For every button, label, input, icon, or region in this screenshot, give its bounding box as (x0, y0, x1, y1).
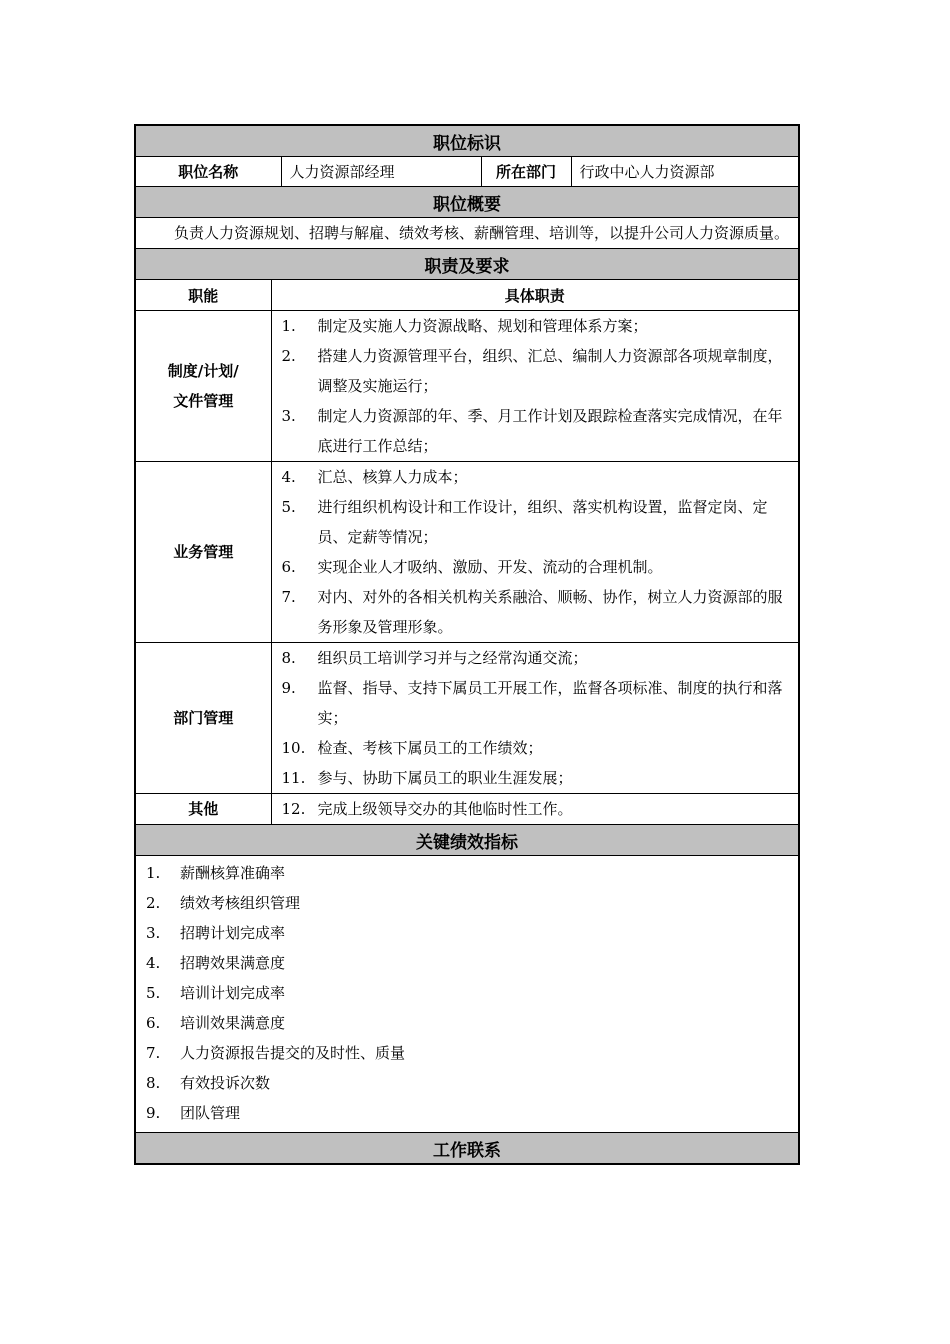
section-header-kpi: 关键绩效指标 (135, 825, 799, 856)
department-value: 行政中心人力资源部 (571, 157, 799, 187)
duty-item (280, 733, 791, 763)
duty-item (280, 492, 791, 552)
kpi-number: 2. (146, 894, 161, 912)
function-label: 部门管理 (173, 709, 234, 727)
duty-group-row (135, 462, 799, 643)
duty-number: 12. (281, 800, 306, 818)
kpi-text: 团队管理 (180, 1104, 241, 1122)
duty-text: 进行组织机构设计和工作设计，组织、落实机构设置，监督定岗、定员、定薪等情况； (317, 498, 768, 546)
job-description-table (134, 124, 800, 1165)
duty-text: 对内、对外的各相关机构关系融洽、顺畅、协作，树立人力资源部的服务形象及管理形象。 (317, 588, 783, 636)
function-label: 制度/计划/ (167, 362, 239, 380)
column-header-detail: 具体职责 (271, 280, 799, 311)
kpi-text: 有效投诉次数 (180, 1074, 271, 1092)
kpi-item (136, 1098, 798, 1128)
duty-list (271, 311, 799, 462)
duty-number: 10. (281, 739, 306, 757)
duty-text: 汇总、核算人力成本； (317, 468, 468, 486)
duty-text: 参与、协助下属员工的职业生涯发展； (317, 769, 573, 787)
duty-item (280, 311, 791, 341)
section-header-relations: 工作联系 (135, 1133, 799, 1165)
overview-text: 负责人力资源规划、招聘与解雇、绩效考核、薪酬管理、培训等，以提升公司人力资源质量。 (135, 218, 799, 249)
duty-number: 8. (281, 649, 296, 667)
duty-item (280, 341, 791, 401)
kpi-list (135, 856, 799, 1133)
duty-list (271, 794, 799, 825)
duty-text: 监督、指导、支持下属员工开展工作，监督各项标准、制度的执行和落实； (317, 679, 783, 727)
duty-item (280, 552, 791, 582)
kpi-item (136, 1008, 798, 1038)
duty-text: 实现企业人才吸纳、激励、开发、流动的合理机制。 (317, 558, 663, 576)
duty-item (280, 643, 791, 673)
function-cell (135, 643, 271, 794)
function-label: 其他 (188, 800, 219, 818)
duty-text: 搭建人力资源管理平台，组织、汇总、编制人力资源部各项规章制度，调整及实施运行； (317, 347, 783, 395)
duty-group-row (135, 794, 799, 825)
duty-item (280, 794, 791, 824)
duty-item (280, 673, 791, 733)
function-cell (135, 462, 271, 643)
function-cell (135, 794, 271, 825)
kpi-item (136, 1068, 798, 1098)
duty-group-row (135, 643, 799, 794)
duty-item (280, 763, 791, 793)
duty-item (280, 462, 791, 492)
duty-text: 组织员工培训学习并与之经常沟通交流； (317, 649, 588, 667)
position-name-label: 职位名称 (135, 157, 281, 187)
position-name-value: 人力资源部经理 (281, 157, 481, 187)
kpi-number: 4. (146, 954, 161, 972)
duty-number: 9. (281, 679, 296, 697)
duty-number: 2. (281, 347, 296, 365)
section-header-overview: 职位概要 (135, 187, 799, 218)
duty-item (280, 401, 791, 461)
kpi-number: 1. (146, 864, 161, 882)
duty-number: 4. (281, 468, 296, 486)
duty-number: 7. (281, 588, 296, 606)
function-label: 文件管理 (173, 392, 234, 410)
duty-list (271, 643, 799, 794)
kpi-text: 绩效考核组织管理 (180, 894, 301, 912)
function-label: 业务管理 (173, 543, 234, 561)
duty-text: 制定人力资源部的年、季、月工作计划及跟踪检查落实完成情况，在年底进行工作总结； (317, 407, 783, 455)
kpi-text: 薪酬核算准确率 (180, 864, 286, 882)
duty-number: 6. (281, 558, 296, 576)
column-header-function: 职能 (135, 280, 271, 311)
kpi-item (136, 978, 798, 1008)
kpi-number: 7. (146, 1044, 161, 1062)
duty-list (271, 462, 799, 643)
section-header-duties: 职责及要求 (135, 249, 799, 280)
kpi-text: 招聘计划完成率 (180, 924, 286, 942)
section-header-identity: 职位标识 (135, 125, 799, 157)
kpi-number: 5. (146, 984, 161, 1002)
kpi-item (136, 858, 798, 888)
duty-text: 完成上级领导交办的其他临时性工作。 (317, 800, 573, 818)
kpi-number: 3. (146, 924, 161, 942)
kpi-text: 人力资源报告提交的及时性、质量 (180, 1044, 406, 1062)
duty-text: 检查、考核下属员工的工作绩效； (317, 739, 543, 757)
duty-number: 5. (281, 498, 296, 516)
duty-number: 1. (281, 317, 296, 335)
duty-number: 3. (281, 407, 296, 425)
duty-group-row (135, 311, 799, 462)
kpi-item (136, 948, 798, 978)
kpi-text: 培训计划完成率 (180, 984, 286, 1002)
kpi-number: 9. (146, 1104, 161, 1122)
kpi-text: 招聘效果满意度 (180, 954, 286, 972)
department-label: 所在部门 (481, 157, 571, 187)
job-description-document (134, 124, 798, 1165)
kpi-number: 8. (146, 1074, 161, 1092)
duty-number: 11. (281, 769, 306, 787)
kpi-text: 培训效果满意度 (180, 1014, 286, 1032)
kpi-item (136, 888, 798, 918)
kpi-number: 6. (146, 1014, 161, 1032)
duty-item (280, 582, 791, 642)
function-cell (135, 311, 271, 462)
duty-text: 制定及实施人力资源战略、规划和管理体系方案； (317, 317, 648, 335)
kpi-item (136, 918, 798, 948)
kpi-item (136, 1038, 798, 1068)
